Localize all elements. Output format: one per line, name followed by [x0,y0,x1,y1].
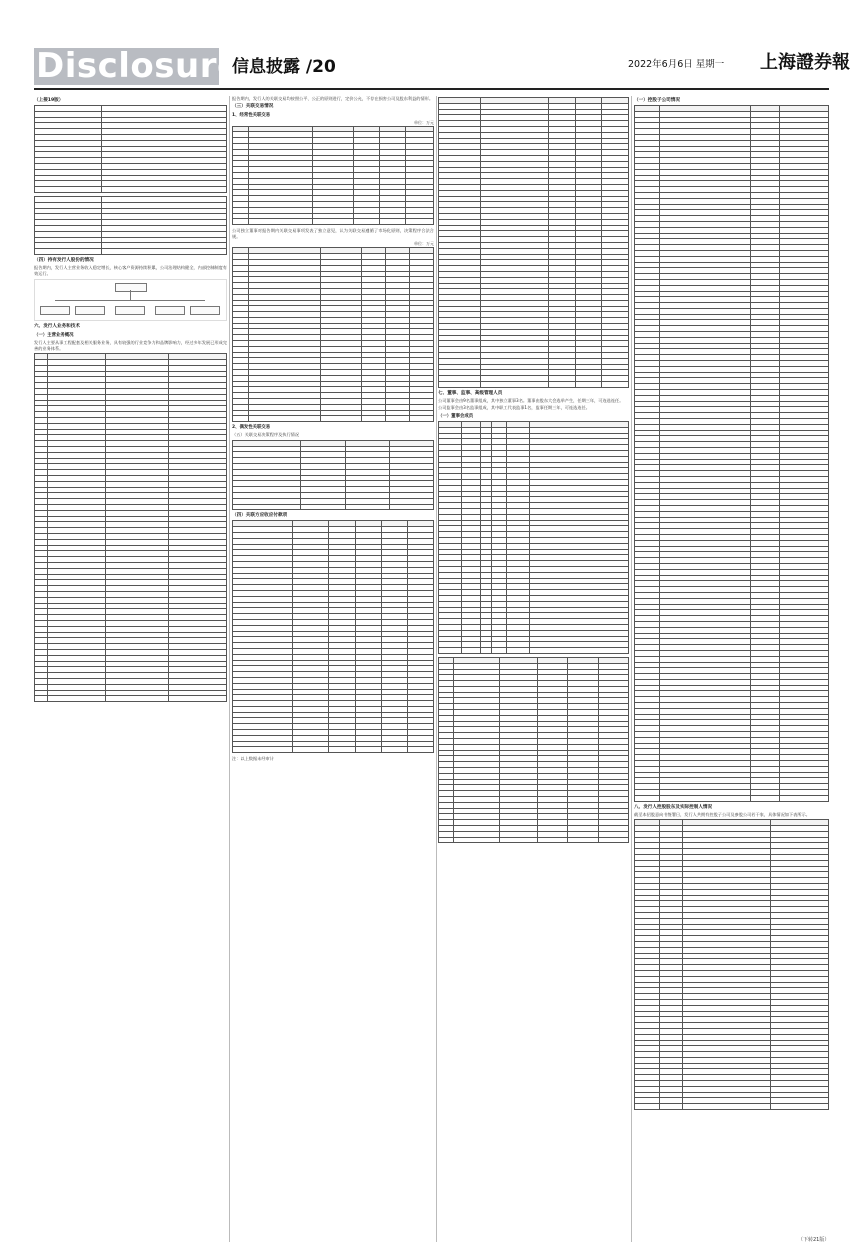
table-cell [233,219,249,225]
column-4 [634,96,829,1242]
table-cell [660,795,751,801]
body-paragraph: （五）关联交易决策程序及执行情况 [232,432,300,438]
table-cell [35,249,102,255]
table-cell [233,747,293,753]
business-heading: 六、发行人业务和技术 [34,324,80,330]
table-cell [355,747,381,753]
table-row [439,382,629,388]
body-paragraph: 公司监事会由3名监事组成，其中职工代表监事1名，监事任期三年，可连选连任。 [438,405,590,411]
body-paragraph: 截至本招股意向书签署日，发行人共拥有控股子公司及参股公司若干家，具体情况如下表所示。 [634,811,810,817]
table-cell [751,795,780,801]
table-cell [389,504,433,510]
table-cell [507,648,530,654]
column-divider [436,96,437,1242]
table-cell [345,504,389,510]
table-cell [549,382,576,388]
table-cell [233,504,301,510]
table-cell [530,648,629,654]
masthead [0,0,857,95]
table-cell [293,747,329,753]
brand-logo: Disclosure [36,46,241,86]
table-cell [780,795,829,801]
table-row [233,219,434,225]
continued-on-label: （下转21版） [798,1237,830,1243]
table-title: 2、偶发性关联交易 [232,425,271,431]
column-divider [229,96,230,1242]
column-3 [438,96,629,1242]
org-node [190,306,220,315]
table-cell [598,837,628,843]
org-node [40,306,70,315]
controller-heading: 八、发行人控股股东及实际控制人情况 [634,804,713,810]
table-cell [568,837,598,843]
table-cell [683,1104,770,1110]
table-row [35,249,227,255]
table-row [635,795,829,801]
holdings-table [438,657,629,844]
table-cell [454,837,500,843]
table-cell [770,1104,828,1110]
controller-holdings-table [634,819,829,1110]
table-cell [313,219,353,225]
table-cell [409,416,433,422]
table-cell [169,696,227,702]
table-cell [480,382,548,388]
table-cell [233,416,249,422]
table-cell [35,187,102,193]
issuance-summary-table [34,196,227,255]
table-title: （一）主营业务概况 [34,333,74,339]
receivables-table [232,520,434,753]
footnote: 注：以上数据未经审计 [232,756,274,762]
table-cell [48,696,106,702]
org-structure-diagram [34,279,227,321]
org-node [115,306,145,315]
table-cell [602,382,629,388]
table-cell [102,187,227,193]
body-paragraph: 报告期内，发行人主营业务收入稳定增长，核心客户资源持续积累，公司治理结构健全，内部控制制度有效运行。 [34,264,227,276]
company-info-table [34,105,227,193]
directors-table [438,421,629,654]
directors-heading: 七、董事、监事、高级管理人员 [438,390,503,396]
table-title: （一）董事会成员 [438,414,474,420]
table-cell [361,416,385,422]
guarantee-table [232,440,434,511]
body-paragraph: 公司董事会由9名董事组成，其中独立董事3名。董事由股东大会选举产生，任期三年，可连选连任。 [438,397,624,403]
table-cell [439,648,462,654]
shareholding-heading: （四）持有发行人股份的情况 [34,257,94,263]
table-cell [329,747,355,753]
table-cell [381,747,407,753]
table-row [635,1104,829,1110]
body-paragraph: 公司独立董事对报告期内关联交易事项发表了独立意见，认为关联交易遵循了市场化原则，决策程序合法合规。 [232,228,434,239]
table-cell [301,504,345,510]
org-connector [55,300,205,301]
table-cell [635,795,660,801]
org-node [75,306,105,315]
table-cell [492,648,507,654]
page-section-title: 信息披露 /20 [232,57,336,77]
table-row [233,504,434,510]
table-cell [35,696,48,702]
subsidiary-heading: （一）控股子公司情况 [634,98,680,103]
table-cell [102,249,227,255]
org-connector [130,290,131,300]
table-row [233,416,434,422]
related-transactions-heading: （三）关联交易情况 [232,103,274,109]
table-cell [537,837,567,843]
table-row [439,648,629,654]
holding-structure-table [634,105,829,802]
unit-label: 单位：万元 [414,241,434,247]
issue-date: 2022年6月6日 星期一 [628,59,725,70]
table-cell [439,382,481,388]
table-cell [575,382,602,388]
unit-label: 单位：万元 [414,119,434,125]
column-divider [631,96,632,1242]
table-row [439,837,629,843]
related-purchase-table [232,126,434,226]
subsidiary-list-table [34,353,227,702]
body-paragraph: 报告期内，发行人的关联交易均按照公平、公正的原则进行，定价公允，不存在损害公司及股东利益的情形。 [232,96,434,101]
table-row [35,696,227,702]
org-node [155,306,185,315]
table-cell [321,416,361,422]
table-cell [635,1104,660,1110]
org-node [115,283,147,292]
table-cell [353,219,379,225]
table-cell [499,837,537,843]
table-cell [379,219,405,225]
table-cell [461,648,480,654]
table-cell [407,747,433,753]
header-rule [34,88,829,90]
table-cell [439,837,454,843]
table-cell [405,219,433,225]
column-2 [232,96,434,1242]
newspaper-name: 上海證券報 [760,52,850,73]
table-cell [480,648,491,654]
table-cell [106,696,169,702]
table-cell [249,219,313,225]
column-1 [34,96,227,1242]
subsidiaries-detail-table [438,97,629,388]
table-cell [249,416,321,422]
table-cell [385,416,409,422]
table-row [233,747,434,753]
continued-from-label: （上接19版） [34,98,64,103]
table-cell [660,1104,683,1110]
body-paragraph: 发行人主要从事工程配套及相关服务业务，具有较强的行业竞争力和品牌影响力，经过多年发展已形成完善的业务体系。 [34,340,227,351]
receivables-heading: （四）关联方应收应付款项 [232,513,288,519]
table-title: 1、经常性关联交易 [232,112,271,118]
table-row [35,187,227,193]
related-sales-table [232,247,434,422]
